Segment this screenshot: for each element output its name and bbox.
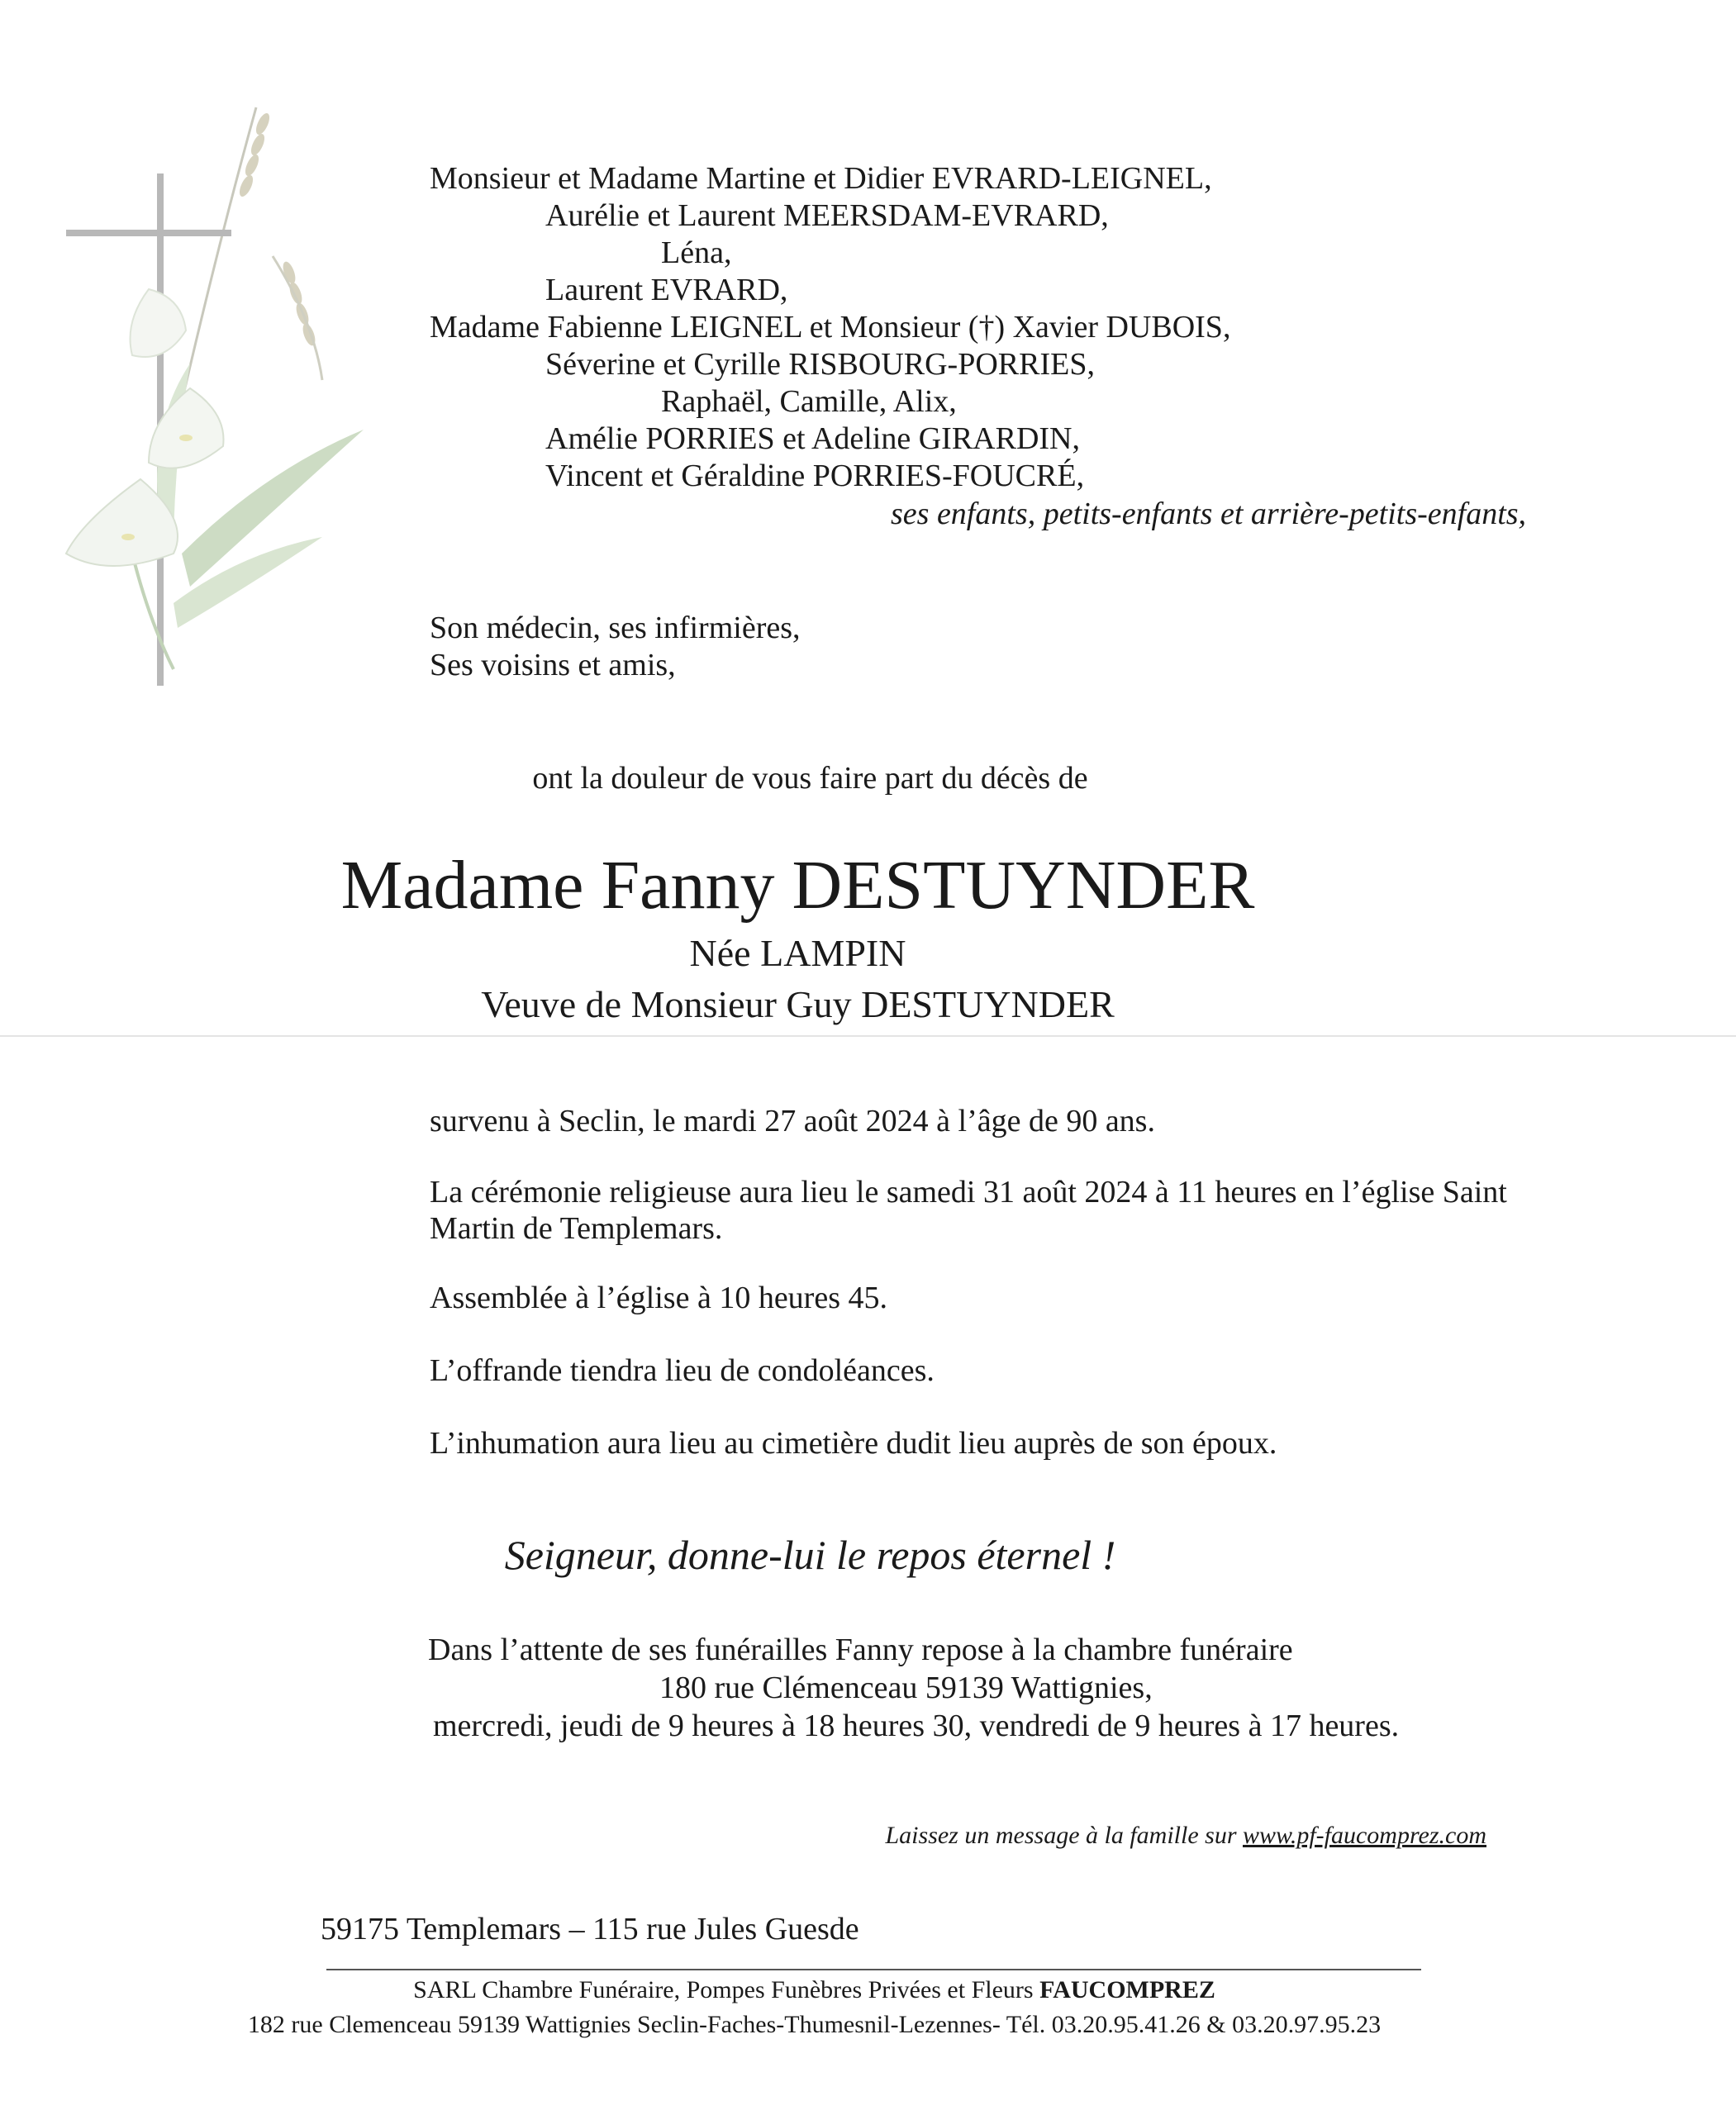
ceremony-line-1: La cérémonie religieuse aura lieu le samedi 31 août 2024 à 11 heures en l’église Saint <box>430 1175 1507 1210</box>
family-line-8: Amélie PORRIES et Adeline GIRARDIN, <box>545 421 1081 456</box>
others-line-1: Son médecin, ses infirmières, <box>430 611 801 645</box>
footer-company <box>0 1975 1736 2006</box>
website-link[interactable]: www.pf-faucomprez.com <box>1243 1822 1486 1849</box>
death-details: survenu à Seclin, le mardi 27 août 2024 à l’âge de 90 ans. <box>430 1104 1155 1138</box>
offering-details: L’offrande tiendra lieu de condoléances. <box>430 1353 935 1388</box>
family-line-1: Monsieur et Madame Martine et Didier EVRARD-LEIGNEL, <box>430 161 1212 196</box>
visitation-line-1: Dans l’attente de ses funérailles Fanny repose à la chambre funéraire <box>428 1633 1293 1667</box>
deceased-widow-of: Veuve de Monsieur Guy DESTUYNDER <box>481 983 1115 1025</box>
message-line <box>886 1819 1487 1852</box>
footer-company-name: FAUCOMPREZ <box>1039 1976 1215 2003</box>
assembly-details: Assemblée à l’église à 10 heures 45. <box>430 1281 887 1315</box>
family-line-9: Vincent et Géraldine PORRIES-FOUCRÉ, <box>545 459 1085 493</box>
cross-lily-icon <box>50 91 380 702</box>
others-line-2: Ses voisins et amis, <box>430 648 676 682</box>
footer-contact: 182 rue Clemenceau 59139 Wattignies Seclin-Faches-Thumesnil-Lezennes- Tél. 03.20.95.41.26 & 03.20.97.95.23 <box>247 2011 1382 2038</box>
family-line-3: Léna, <box>661 235 732 270</box>
prayer-text: Seigneur, donne-lui le repos éternel ! <box>504 1532 1116 1578</box>
deceased-name: Madame Fanny DESTUYNDER <box>340 847 1255 924</box>
family-line-4: Laurent EVRARD, <box>545 273 788 307</box>
family-line-6: Séverine et Cyrille RISBOURG-PORRIES, <box>545 347 1095 382</box>
deceased-maiden-name: Née LAMPIN <box>689 932 906 974</box>
announcement-text: ont la douleur de vous faire part du décès de <box>532 761 1088 796</box>
burial-details: L’inhumation aura lieu au cimetière dudit lieu auprès de son époux. <box>430 1426 1277 1461</box>
family-line-7: Raphaël, Camille, Alix, <box>661 384 957 419</box>
footer-divider <box>326 1969 1421 1970</box>
address-text: 59175 Templemars – 115 rue Jules Guesde <box>321 1912 859 1946</box>
message-text: Laissez un message à la famille sur <box>885 1822 1237 1849</box>
visitation-line-3: mercredi, jeudi de 9 heures à 18 heures 30, vendredi de 9 heures à 17 heures. <box>433 1709 1400 1743</box>
visitation-line-2: 180 rue Clémenceau 59139 Wattignies, <box>659 1671 1153 1705</box>
family-line-5: Madame Fabienne LEIGNEL et Monsieur (†) Xavier DUBOIS, <box>430 310 1231 345</box>
page-fold-divider <box>0 1035 1736 1037</box>
family-relation: ses enfants, petits-enfants et arrière-petits-enfants, <box>891 497 1527 531</box>
ceremony-line-2: Martin de Templemars. <box>430 1211 723 1246</box>
footer-company-prefix: SARL Chambre Funéraire, Pompes Funèbres Privées et Fleurs <box>413 1976 1034 2003</box>
family-line-2: Aurélie et Laurent MEERSDAM-EVRARD, <box>545 198 1109 233</box>
